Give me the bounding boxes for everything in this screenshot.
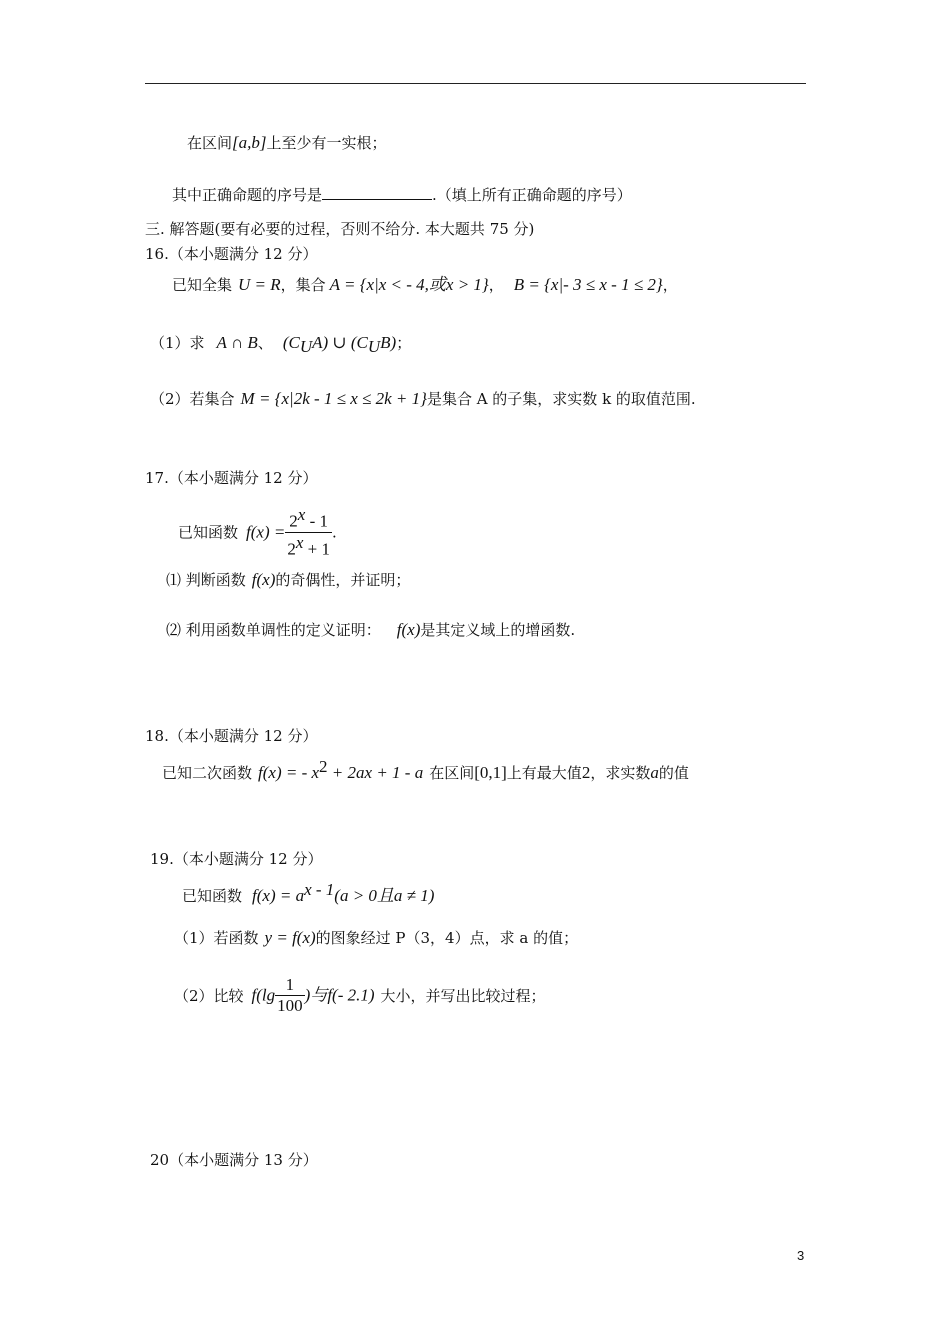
q17-given [178,505,337,560]
math-U: U = R [238,275,281,294]
q16-header: 16.（本小题满分 12 分） [145,245,318,263]
text: 的值 [658,764,689,782]
text: ，集合 [280,276,326,294]
math: (C [282,333,300,352]
q18-given [162,757,689,783]
fraction-numerator: 1 [275,975,305,996]
math-sub: U [299,337,313,356]
fill-blank-line [172,185,632,204]
text: . [331,523,337,542]
text: 上至少有一实根； [266,134,387,152]
text: 、 [257,334,273,352]
q19-part2 [174,975,546,1017]
math-sub: U [367,337,381,356]
math-B: B = {x|- 3 ≤ x - 1 ≤ 2} [513,275,663,294]
q17-part1 [166,570,410,590]
q17-part2 [166,620,575,640]
q19-part1 [174,928,578,948]
math: 2 [287,539,296,559]
math: B) [380,333,397,352]
math: f(lg [251,985,276,1005]
text: 其中正确命题的序号是 [172,186,323,204]
text: ， [662,276,678,294]
section-title: 三. 解答题(要有必要的过程，否则不给分. 本大题共 75 分) [145,220,535,238]
math: A ∩ B [216,333,258,352]
page-number: 3 [797,1248,805,1263]
answer-blank[interactable] [322,185,432,200]
math-exp: 2 [319,757,328,776]
math: 2 [581,763,591,782]
math: + 2ax + 1 - a [327,763,424,782]
fraction-numerator [285,505,332,533]
fraction-denominator: 100 [277,996,303,1016]
text: 已知函数 [178,523,239,542]
text: （2）若集合 [150,390,235,408]
text: （1）若函数 [174,929,259,947]
math: a [650,763,659,782]
text: ⑵ 利用函数单调性的定义证明： [166,621,381,639]
math-interval: [0,1] [474,763,507,782]
math: (a > 0且a ≠ 1) [334,886,435,905]
q16-given [172,275,678,295]
header-rule [145,83,806,84]
q20-header: 20（本小题满分 13 分） [150,1151,318,1169]
text: 在区间 [429,764,475,782]
text: .（填上所有正确命题的序号） [432,186,632,204]
text: 在区间 [187,134,233,152]
math: y = f(x) [264,928,316,947]
math: A) ∪ (C [312,333,368,352]
text: ⑴ 判断函数 [166,571,246,589]
text: 已知全集 [172,276,233,294]
fraction [275,975,305,1017]
math: f(x) [396,620,421,639]
math-A: A = {x|x < - 4,或x > 1} [329,275,489,294]
text: ，求实数 [590,764,651,782]
math: - 1 [305,511,328,531]
q19-given [182,880,434,906]
text: 已知函数 [182,887,243,905]
math: f(x) [251,570,276,589]
interval-line [187,133,387,153]
math: f(x) = [246,522,286,542]
math: f(x) = a [252,886,305,905]
fraction-denominator [285,533,332,560]
text: （2）比较 [174,986,244,1005]
q18-header: 18.（本小题满分 12 分） [145,727,318,745]
q19-header: 19.（本小题满分 12 分） [150,850,323,868]
math-exp: x - 1 [304,880,335,899]
text: 已知二次函数 [162,764,253,782]
text: 是其定义域上的增函数. [420,621,576,639]
math: + 1 [303,539,330,559]
math-interval: [a,b] [232,133,267,152]
text: 上有最大值 [506,764,582,782]
text: （1）求 [150,334,205,352]
fraction [285,505,332,560]
math: 2 [289,511,298,531]
math: )与f(- 2.1) [304,985,375,1005]
text: 是集合 A 的子集，求实数 k 的取值范围. [426,390,696,408]
q16-part2 [150,389,696,409]
q17-header: 17.（本小题满分 12 分） [145,469,318,487]
math-M: M = {x|2k - 1 ≤ x ≤ 2k + 1} [240,389,427,408]
math: f(x) = - x [258,763,320,782]
text: 的奇偶性，并证明； [275,571,411,589]
text: 大小，并写出比较过程； [380,986,546,1005]
math-exp: x [297,505,306,524]
text: 的图象经过 P（3，4）点，求 a 的值； [315,929,579,947]
text: ； [396,334,412,352]
q16-part1 [150,333,411,357]
text: ， [488,276,504,294]
math-exp: x [295,533,304,553]
